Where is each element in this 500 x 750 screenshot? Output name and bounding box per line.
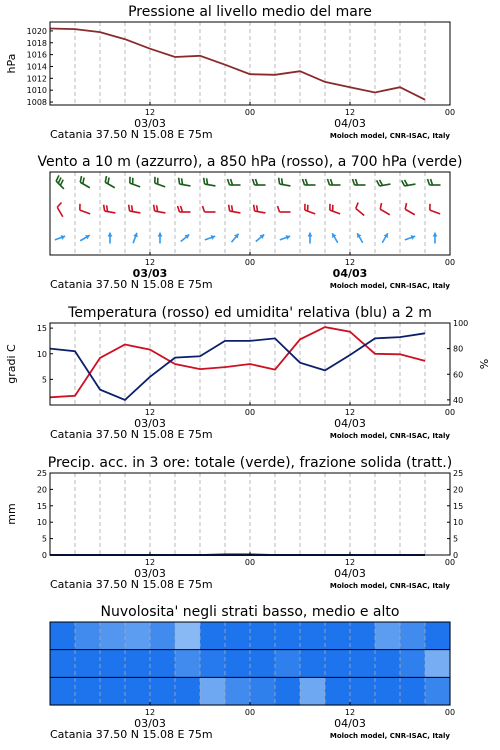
location-label: Catania 37.50 N 15.08 E 75m: [50, 578, 213, 591]
y-tick-label: 5: [41, 534, 47, 544]
y-tick-label: 15: [36, 324, 47, 334]
cloud-cell: [150, 622, 176, 650]
pressure-line: [50, 29, 425, 100]
cloud-cell: [175, 650, 201, 678]
y-tick-label: 5: [41, 375, 47, 385]
y-tick-label-right: 100: [453, 319, 469, 328]
wind-barb-flag: [203, 206, 205, 212]
wind-barb-flag: [57, 203, 61, 208]
wind-barb-flag: [228, 179, 230, 185]
wind-barb-flag: [157, 205, 158, 211]
wind-barb: [430, 210, 440, 214]
x-tick-label: 12: [344, 558, 356, 567]
y-tick-label-right: 0: [453, 551, 459, 560]
x-tick-label: 12: [144, 258, 156, 267]
y-tick-label: 1012: [26, 74, 47, 84]
wind-barb-flag: [380, 203, 381, 209]
cloud-cell: [200, 650, 226, 678]
location-label: Catania 37.50 N 15.08 E 75m: [50, 728, 213, 741]
wind-barb-flag: [83, 178, 84, 184]
y-tick-label-right: 40: [453, 395, 464, 405]
wind-barb: [105, 211, 116, 213]
wind-chart: [37, 154, 462, 291]
x-tick-label: 00: [244, 108, 256, 117]
cloud-cell: [375, 622, 401, 650]
cloud-cell: [300, 650, 326, 678]
date-label: 04/03: [334, 717, 366, 730]
credit-label: Moloch model, CNR-ISAC, Italy: [329, 282, 450, 290]
wind-barb-flag: [80, 176, 81, 182]
x-tick-label: 12: [344, 258, 356, 267]
y-tick-label-right: 20: [453, 485, 464, 495]
cloud-cell: [50, 622, 76, 650]
wind-barb-flag: [377, 180, 380, 186]
y-tick-label: 1008: [26, 98, 47, 108]
cloud-cell: [50, 650, 76, 678]
date-label: 03/03: [134, 567, 166, 580]
cloud-cell: [75, 650, 101, 678]
date-label: 04/03: [332, 267, 368, 280]
plot-frame: [50, 473, 450, 555]
credit-label: Moloch model, CNR-ISAC, Italy: [329, 132, 450, 140]
x-tick-label: 12: [144, 108, 156, 117]
date-label: 04/03: [334, 117, 366, 130]
x-tick-label: 12: [344, 708, 356, 717]
chart-title: Precip. acc. in 3 ore: totale (verde), frazione solida (tratt.): [47, 455, 453, 471]
cloud-cell: [225, 677, 251, 705]
x-tick-label: 00: [444, 108, 456, 117]
wind-series-2: [55, 233, 438, 244]
credit-label: Moloch model, CNR-ISAC, Italy: [329, 432, 450, 440]
wind-barb: [255, 211, 266, 213]
wind-barb-flag: [154, 205, 155, 211]
cloud-cell: [100, 622, 126, 650]
y-axis-label: gradi C: [5, 344, 18, 384]
chart-title: Temperatura (rosso) ed umidita' relativa (blu) a 2 m: [68, 305, 432, 321]
y-tick-label-right: 15: [453, 501, 464, 511]
y-tick-label-right: 5: [453, 534, 459, 544]
wind-barb-flag: [104, 205, 105, 211]
wind-barb-flag: [279, 178, 280, 184]
cloud-cell: [125, 677, 151, 705]
wind-barb: [305, 210, 315, 214]
wind-barb: [105, 182, 115, 188]
wind-barb-flag: [231, 179, 233, 185]
wind-barb-flag: [328, 179, 330, 185]
x-tick-label: 00: [444, 408, 456, 417]
date-label: 03/03: [134, 117, 166, 130]
y-tick-label: 10: [36, 518, 47, 528]
wind-barb-flag: [229, 205, 230, 211]
y-tick-label-right: 60: [453, 370, 464, 380]
y-axis-label: mm: [5, 503, 18, 525]
wind-arrow-head: [433, 233, 438, 237]
wind-barb-flag: [254, 205, 255, 211]
wind-barb-flag: [257, 205, 258, 211]
temp-rh-chart: [5, 305, 491, 441]
cloud-cell: [175, 622, 201, 650]
cloud-cell: [375, 677, 401, 705]
humidity-line: [50, 333, 425, 400]
wind-arrow-head: [158, 233, 163, 237]
wind-barb: [155, 183, 165, 187]
cloud-chart: [50, 604, 455, 741]
location-label: Catania 37.50 N 15.08 E 75m: [50, 128, 213, 141]
wind-barb-flag: [108, 178, 109, 184]
wind-barb: [80, 182, 90, 188]
cloud-cell: [200, 677, 226, 705]
wind-barb-flag: [428, 179, 430, 185]
cloud-cell: [425, 622, 451, 650]
cloud-cell: [350, 677, 376, 705]
temperature-line: [50, 327, 425, 397]
cloud-cell: [325, 622, 351, 650]
cloud-cell: [125, 650, 151, 678]
cloud-cell: [275, 677, 301, 705]
wind-barb: [130, 183, 140, 187]
cloud-cell: [375, 650, 401, 678]
y-tick-label: 1010: [26, 86, 47, 96]
cloud-cell: [350, 622, 376, 650]
y-tick-label: 1016: [26, 50, 47, 60]
wind-arrow-head: [108, 233, 113, 237]
wind-barb-flag: [182, 178, 183, 184]
wind-barb-flag: [253, 179, 255, 185]
wind-barb: [230, 211, 241, 213]
cloud-cell: [400, 622, 426, 650]
wind-barb-flag: [405, 180, 408, 186]
y-tick-label: 0: [41, 551, 47, 560]
wind-series-0: [56, 175, 440, 188]
location-label: Catania 37.50 N 15.08 E 75m: [50, 278, 213, 291]
wind-barb-flag: [303, 179, 305, 185]
wind-barb-flag: [256, 179, 258, 185]
wind-barb-flag: [129, 205, 130, 211]
wind-barb-flag: [278, 206, 280, 212]
wind-barb-flag: [431, 179, 433, 185]
y-tick-label: 20: [36, 485, 47, 495]
cloud-cell: [400, 677, 426, 705]
wind-barb-flag: [331, 179, 333, 185]
wind-barb-flag: [306, 179, 308, 185]
y-tick-label-right: 80: [453, 344, 464, 354]
cloud-cell: [75, 622, 101, 650]
cloud-cell: [225, 622, 251, 650]
wind-barb-flag: [402, 180, 405, 186]
cloud-cell: [300, 622, 326, 650]
wind-arrow-head: [308, 233, 313, 237]
cloud-cell: [275, 622, 301, 650]
cloud-cell: [350, 650, 376, 678]
wind-barb-flag: [58, 178, 61, 184]
cloud-cell: [250, 677, 276, 705]
chart-title: Pressione al livello medio del mare: [128, 4, 372, 20]
y-axis-label: hPa: [5, 53, 18, 74]
wind-barb: [180, 184, 191, 186]
credit-label: Moloch model, CNR-ISAC, Italy: [329, 732, 450, 740]
wind-barb: [130, 211, 141, 213]
cloud-cell: [425, 677, 451, 705]
x-tick-label: 00: [444, 258, 456, 267]
wind-barb-flag: [380, 180, 383, 186]
x-tick-label: 00: [244, 258, 256, 267]
wind-barb: [330, 210, 340, 214]
wind-barb-flag: [405, 203, 406, 209]
wind-barb: [405, 209, 415, 215]
y-tick-label: 15: [36, 501, 47, 511]
cloud-cell: [125, 622, 151, 650]
y-tick-label: 10: [36, 349, 47, 359]
cloud-cell: [175, 677, 201, 705]
chart-title: Vento a 10 m (azzurro), a 850 hPa (rosso), a 700 hPa (verde): [37, 154, 463, 170]
wind-barb-flag: [179, 178, 180, 184]
cloud-cell: [425, 650, 451, 678]
wind-barb-flag: [232, 205, 233, 211]
x-tick-label: 00: [444, 558, 456, 567]
cloud-cell: [100, 677, 126, 705]
wind-barb: [57, 207, 63, 217]
y-tick-label: 1018: [26, 38, 47, 48]
wind-barb-flag: [178, 206, 180, 212]
wind-barb-flag: [353, 179, 355, 185]
location-label: Catania 37.50 N 15.08 E 75m: [50, 428, 213, 441]
y-tick-label-right: 10: [453, 518, 464, 528]
cloud-cell: [325, 650, 351, 678]
x-tick-label: 12: [144, 408, 156, 417]
wind-barb-flag: [204, 178, 205, 184]
x-tick-label: 12: [344, 408, 356, 417]
cloud-cell: [325, 677, 351, 705]
cloud-cell: [75, 677, 101, 705]
wind-series-1: [57, 203, 440, 217]
wind-barb: [80, 210, 90, 214]
y-tick-label: 1014: [26, 62, 47, 72]
cloud-cell: [200, 622, 226, 650]
y-tick-label-right: 25: [453, 469, 464, 478]
precip-chart: [5, 455, 463, 591]
cloud-cell: [300, 677, 326, 705]
date-label: 03/03: [132, 267, 168, 280]
x-tick-label: 00: [244, 708, 256, 717]
cloud-cell: [100, 650, 126, 678]
wind-barb: [205, 184, 216, 186]
cloud-cell: [275, 650, 301, 678]
wind-barb-flag: [56, 175, 59, 181]
wind-barb-flag: [356, 203, 358, 209]
wind-barb-flag: [356, 179, 358, 185]
wind-barb-flag: [107, 205, 108, 211]
pressure-chart: [5, 4, 455, 141]
cloud-cell: [250, 622, 276, 650]
y-tick-label: 25: [36, 469, 47, 478]
date-label: 04/03: [334, 417, 366, 430]
wind-barb-flag: [105, 176, 106, 182]
wind-barb: [155, 211, 166, 213]
chart-title: Nuvolosita' negli strati basso, medio e alto: [100, 604, 400, 620]
x-tick-label: 12: [344, 108, 356, 117]
x-tick-label: 12: [144, 558, 156, 567]
wind-barb: [280, 184, 291, 186]
x-tick-label: 00: [444, 708, 456, 717]
credit-label: Moloch model, CNR-ISAC, Italy: [329, 582, 450, 590]
wind-barb-flag: [282, 178, 283, 184]
wind-barb-flag: [132, 205, 133, 211]
wind-barb: [356, 208, 364, 215]
wind-barb-flag: [181, 206, 183, 212]
cloud-cell: [50, 677, 76, 705]
x-tick-label: 00: [244, 408, 256, 417]
wind-barb-flag: [60, 180, 63, 186]
date-label: 03/03: [134, 717, 166, 730]
cloud-cell: [225, 650, 251, 678]
date-label: 03/03: [134, 417, 166, 430]
y-tick-label: 1020: [26, 26, 47, 36]
cloud-cell: [250, 650, 276, 678]
x-tick-label: 12: [144, 708, 156, 717]
wind-barb-flag: [207, 178, 208, 184]
date-label: 04/03: [334, 567, 366, 580]
x-tick-label: 00: [244, 558, 256, 567]
y-axis-label-right: %: [478, 358, 491, 370]
cloud-cell: [150, 650, 176, 678]
wind-barb: [380, 209, 390, 215]
cloud-cell: [400, 650, 426, 678]
cloud-cell: [150, 677, 176, 705]
